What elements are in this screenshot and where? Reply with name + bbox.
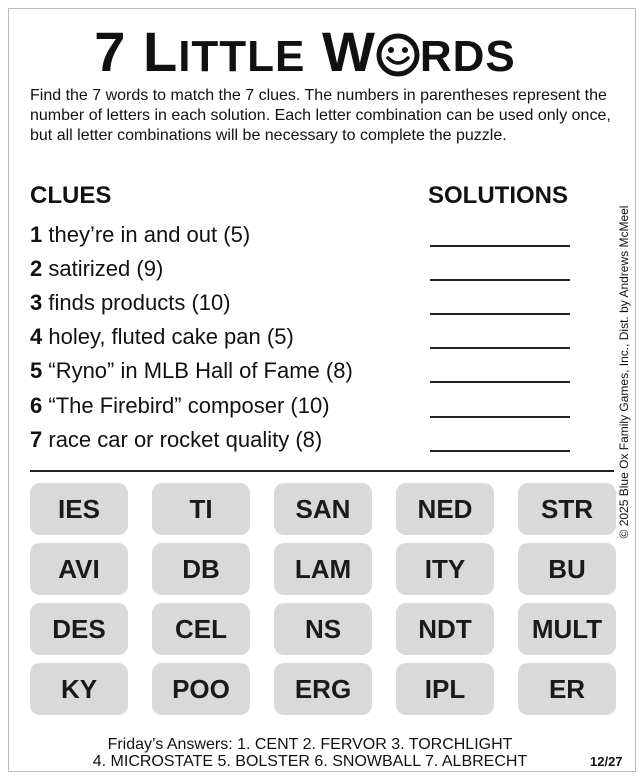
letter-tile[interactable]: TI — [152, 483, 250, 535]
title-text-small: ITTLE — [178, 32, 306, 81]
clue-number: 7 — [30, 427, 43, 452]
clue-number: 4 — [30, 324, 43, 349]
letter-tile[interactable]: IES — [30, 483, 128, 535]
letter-tile[interactable]: MULT — [518, 603, 616, 655]
title-text-w: W — [305, 20, 376, 83]
letter-tile[interactable]: AVI — [30, 543, 128, 595]
letter-tile[interactable]: LAM — [274, 543, 372, 595]
letter-tile[interactable]: ERG — [274, 663, 372, 715]
solution-blank-2[interactable] — [430, 279, 570, 281]
letter-tile[interactable]: POO — [152, 663, 250, 715]
puzzle-title — [0, 22, 610, 88]
letter-tile[interactable]: DB — [152, 543, 250, 595]
copyright-notice: © 2025 Blue Ox Family Games, Inc., Dist. by Andrews McMeel — [617, 205, 631, 539]
solution-blank-3[interactable] — [430, 313, 570, 315]
instructions: Find the 7 words to match the 7 clues. The numbers in parentheses represent the number of letters in each solution. Each letter combination can be used only once, but all letter combinations will be necessary to complete the puzzle. — [30, 87, 611, 144]
solutions-header: SOLUTIONS — [428, 182, 569, 209]
clue-2 — [30, 256, 163, 282]
clue-number: 1 — [30, 222, 43, 247]
previous-answers — [30, 736, 590, 770]
clue-number: 3 — [30, 290, 43, 315]
title-text-start: 7 L — [94, 20, 179, 83]
smiley-face-icon — [376, 28, 420, 88]
answers-line-1: Friday’s Answers: 1. CENT 2. FERVOR 3. TORCHLIGHT — [107, 736, 513, 753]
divider — [30, 470, 614, 472]
clue-7 — [30, 427, 322, 453]
solution-blank-6[interactable] — [430, 416, 570, 418]
clue-number: 6 — [30, 393, 43, 418]
letter-tile[interactable]: KY — [30, 663, 128, 715]
letter-tile[interactable]: NDT — [396, 603, 494, 655]
clues-header: CLUES — [30, 182, 112, 209]
clue-text: they’re in and out (5) — [42, 222, 251, 247]
letter-tile[interactable]: ER — [518, 663, 616, 715]
clue-3 — [30, 290, 231, 316]
title-text-end: RDS — [419, 32, 516, 81]
clue-6 — [30, 393, 330, 419]
clue-text: satirized (9) — [42, 256, 164, 281]
solution-blank-7[interactable] — [430, 450, 570, 452]
clue-text: “The Firebird” composer (10) — [42, 393, 330, 418]
solution-blank-4[interactable] — [430, 347, 570, 349]
clue-text: holey, fluted cake pan (5) — [42, 324, 294, 349]
clue-number: 5 — [30, 358, 43, 383]
letter-tile-grid — [30, 483, 616, 715]
letter-tile[interactable]: NED — [396, 483, 494, 535]
solution-blank-1[interactable] — [430, 245, 570, 247]
clue-4 — [30, 324, 294, 350]
clue-number: 2 — [30, 256, 43, 281]
clue-text: finds products (10) — [42, 290, 231, 315]
answers-line-2: 4. MICROSTATE 5. BOLSTER 6. SNOWBALL 7. ALBRECHT — [92, 753, 528, 770]
letter-tile[interactable]: NS — [274, 603, 372, 655]
letter-tile[interactable]: ITY — [396, 543, 494, 595]
solution-blank-5[interactable] — [430, 381, 570, 383]
letter-tile[interactable]: STR — [518, 483, 616, 535]
letter-tile[interactable]: BU — [518, 543, 616, 595]
letter-tile[interactable]: CEL — [152, 603, 250, 655]
letter-tile[interactable]: IPL — [396, 663, 494, 715]
clue-text: “Ryno” in MLB Hall of Fame (8) — [42, 358, 353, 383]
letter-tile[interactable]: DES — [30, 603, 128, 655]
letter-tile[interactable]: SAN — [274, 483, 372, 535]
puzzle-date: 12/27 — [590, 754, 623, 769]
clue-1 — [30, 222, 250, 248]
clue-text: race car or rocket quality (8) — [42, 427, 323, 452]
clue-5 — [30, 358, 353, 384]
